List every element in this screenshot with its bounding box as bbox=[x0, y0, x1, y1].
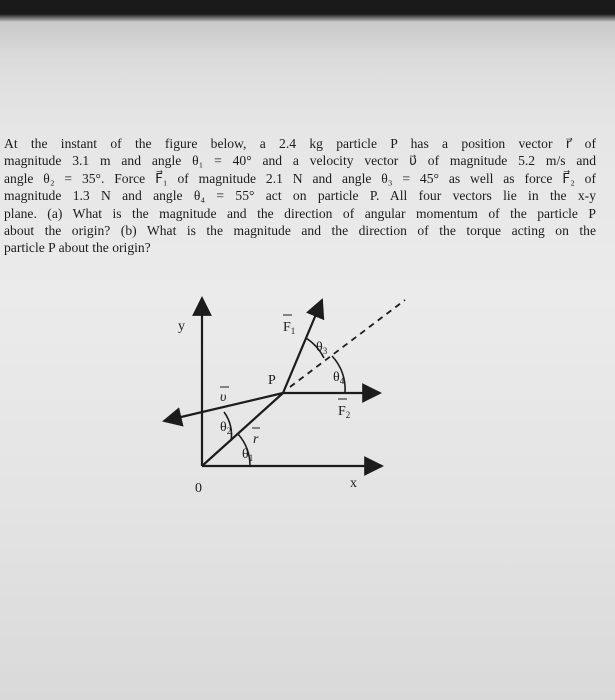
problem-statement bbox=[4, 135, 596, 257]
theta1-label: $\theta_1$ bbox=[242, 447, 254, 463]
theta4-label: $\theta_4$ bbox=[333, 370, 345, 386]
problem-line-2: magnitude 3.1 m and angle θ₁ = 40° and a velocity vector υ⃗ of magnitude 5.2 m/s and bbox=[4, 153, 596, 169]
vector-diagram-svg bbox=[150, 288, 420, 500]
problem-line-3: angle θ₂ = 35°. Force F⃗₁ of magnitude 2.1 N and angle θ₃ = 45° as well as force F⃗₂ of bbox=[4, 170, 596, 186]
force-f2-label: $F_2$ bbox=[338, 404, 351, 420]
problem-line-7: particle P about the origin? bbox=[4, 240, 151, 256]
velocity-label: υ bbox=[220, 390, 227, 405]
theta3-label: $\theta_3$ bbox=[316, 340, 328, 356]
vector-diagram bbox=[150, 288, 420, 500]
position-label: r bbox=[253, 432, 259, 447]
theta2-label: $\theta_2$ bbox=[220, 420, 232, 436]
origin-label: 0 bbox=[195, 481, 202, 496]
problem-line-5: plane. (a) What is the magnitude and the direction of angular momentum of the particle P bbox=[4, 205, 596, 221]
x-axis-label: x bbox=[350, 476, 357, 491]
problem-line-1: At the instant of the figure below, a 2.4 kg particle P has a position vector r⃗ of bbox=[4, 136, 596, 151]
point-p-label: P bbox=[268, 373, 276, 388]
problem-line-6: about the origin? (b) What is the magnitude and the direction of the torque acting on the bbox=[4, 223, 596, 239]
extension-dashed-line bbox=[290, 300, 405, 387]
y-axis-label: y bbox=[178, 319, 185, 334]
problem-line-4: magnitude 1.3 N and angle θ₄ = 55° act on particle P. All four vectors lie in the x-y bbox=[4, 188, 596, 204]
force-f1-label: $F_1$ bbox=[283, 320, 296, 336]
